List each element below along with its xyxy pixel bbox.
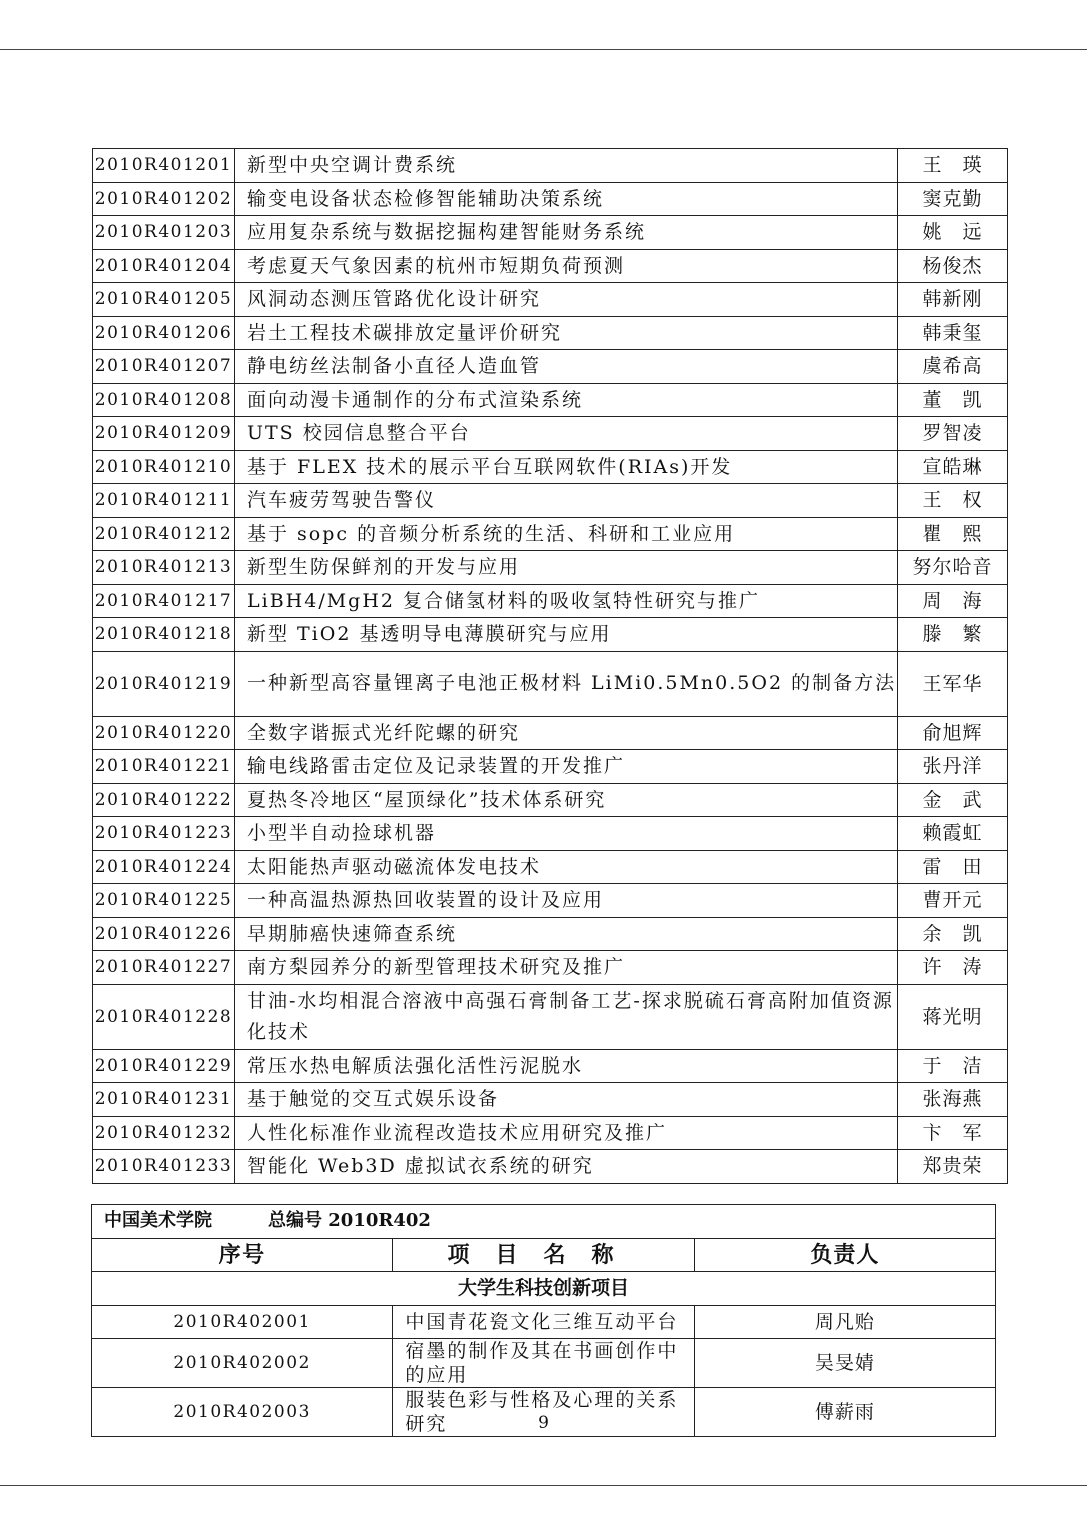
project-code: 2010R401211 bbox=[93, 484, 235, 518]
project-title: 岩土工程技术碳排放定量评价研究 bbox=[235, 316, 898, 350]
table-row bbox=[93, 1083, 1008, 1117]
project-leader: 曹开元 bbox=[898, 884, 1008, 918]
table-row bbox=[93, 1116, 1008, 1150]
table-row bbox=[93, 149, 1008, 183]
project-leader: 余 凯 bbox=[898, 917, 1008, 951]
table-row bbox=[93, 884, 1008, 918]
table-row bbox=[93, 1150, 1008, 1184]
project-title: LiBH4/MgH2 复合储氢材料的吸收氢特性研究与推广 bbox=[235, 584, 898, 618]
project-leader: 俞旭辉 bbox=[898, 716, 1008, 750]
project-leader: 赖霞虹 bbox=[898, 817, 1008, 851]
project-leader: 姚 远 bbox=[898, 216, 1008, 250]
page-number: 9 bbox=[538, 1413, 549, 1433]
project-leader: 周 海 bbox=[898, 584, 1008, 618]
table-row bbox=[93, 283, 1008, 317]
table-row bbox=[93, 783, 1008, 817]
project-leader: 傅薪雨 bbox=[694, 1388, 995, 1437]
project-code: 2010R401205 bbox=[93, 283, 235, 317]
project-leader: 张丹洋 bbox=[898, 750, 1008, 784]
table-row bbox=[93, 618, 1008, 652]
project-code: 2010R401224 bbox=[93, 850, 235, 884]
project-leader: 金 武 bbox=[898, 783, 1008, 817]
project-code: 2010R402003 bbox=[92, 1388, 393, 1437]
table-row bbox=[93, 316, 1008, 350]
project-leader: 虞希高 bbox=[898, 350, 1008, 384]
project-leader: 吴旻婧 bbox=[694, 1339, 995, 1388]
project-leader: 罗智凌 bbox=[898, 417, 1008, 451]
project-leader: 杨俊杰 bbox=[898, 249, 1008, 283]
project-code: 2010R402001 bbox=[92, 1305, 393, 1339]
project-leader: 于 洁 bbox=[898, 1049, 1008, 1083]
project-code: 2010R401207 bbox=[93, 350, 235, 384]
project-code: 2010R401220 bbox=[93, 716, 235, 750]
table-row bbox=[93, 383, 1008, 417]
project-code: 2010R401225 bbox=[93, 884, 235, 918]
project-leader: 张海燕 bbox=[898, 1083, 1008, 1117]
project-code: 2010R401232 bbox=[93, 1116, 235, 1150]
project-code: 2010R401229 bbox=[93, 1049, 235, 1083]
project-code: 2010R401204 bbox=[93, 249, 235, 283]
table-row bbox=[93, 551, 1008, 585]
project-code: 2010R401213 bbox=[93, 551, 235, 585]
table-row bbox=[93, 216, 1008, 250]
project-title: 静电纺丝法制备小直径人造血管 bbox=[235, 350, 898, 384]
table-row bbox=[93, 1049, 1008, 1083]
project-title: 常压水热电解质法强化活性污泥脱水 bbox=[235, 1049, 898, 1083]
project-code: 2010R401217 bbox=[93, 584, 235, 618]
project-code: 2010R401218 bbox=[93, 618, 235, 652]
category-label: 大学生科技创新项目 bbox=[92, 1272, 996, 1306]
project-title: 服装色彩与性格及心理的关系研究 bbox=[393, 1388, 694, 1437]
table-row bbox=[93, 651, 1008, 716]
header-index: 序号 bbox=[92, 1238, 393, 1272]
table-row bbox=[93, 417, 1008, 451]
table-row bbox=[93, 951, 1008, 985]
project-code: 2010R401222 bbox=[93, 783, 235, 817]
table-row bbox=[92, 1339, 996, 1388]
table-row bbox=[93, 249, 1008, 283]
project-title: 全数字谐振式光纤陀螺的研究 bbox=[235, 716, 898, 750]
table-row bbox=[93, 350, 1008, 384]
project-title: UTS 校园信息整合平台 bbox=[235, 417, 898, 451]
project-title: 考虑夏天气象因素的杭州市短期负荷预测 bbox=[235, 249, 898, 283]
project-leader: 努尔哈音 bbox=[898, 551, 1008, 585]
project-code: 2010R401223 bbox=[93, 817, 235, 851]
project-leader: 韩秉玺 bbox=[898, 316, 1008, 350]
project-title: 风洞动态测压管路优化设计研究 bbox=[235, 283, 898, 317]
project-leader: 韩新刚 bbox=[898, 283, 1008, 317]
project-leader: 瞿 熙 bbox=[898, 517, 1008, 551]
table-row bbox=[93, 716, 1008, 750]
project-title: 面向动漫卡通制作的分布式渲染系统 bbox=[235, 383, 898, 417]
project-title: 基于 sopc 的音频分析系统的生活、科研和工业应用 bbox=[235, 517, 898, 551]
header-person: 负责人 bbox=[694, 1238, 995, 1272]
project-leader: 周凡贻 bbox=[694, 1305, 995, 1339]
project-title: 小型半自动捡球机器 bbox=[235, 817, 898, 851]
project-leader: 许 涛 bbox=[898, 951, 1008, 985]
project-title: 新型 TiO2 基透明导电薄膜研究与应用 bbox=[235, 618, 898, 652]
project-code: 2010R401233 bbox=[93, 1150, 235, 1184]
table-row bbox=[93, 750, 1008, 784]
project-code: 2010R402002 bbox=[92, 1339, 393, 1388]
project-title: 输变电设备状态检修智能辅助决策系统 bbox=[235, 182, 898, 216]
project-code: 2010R401203 bbox=[93, 216, 235, 250]
table-row bbox=[93, 517, 1008, 551]
project-code: 2010R401208 bbox=[93, 383, 235, 417]
table-row bbox=[93, 584, 1008, 618]
project-leader: 宣皓琳 bbox=[898, 450, 1008, 484]
footer-rule bbox=[0, 1485, 1087, 1486]
project-code: 2010R401202 bbox=[93, 182, 235, 216]
project-title: 太阳能热声驱动磁流体发电技术 bbox=[235, 850, 898, 884]
project-leader: 蒋光明 bbox=[898, 984, 1008, 1049]
project-title: 基于 FLEX 技术的展示平台互联网软件(RIAs)开发 bbox=[235, 450, 898, 484]
project-leader: 王军华 bbox=[898, 651, 1008, 716]
project-title: 新型生防保鲜剂的开发与应用 bbox=[235, 551, 898, 585]
project-table-body bbox=[93, 149, 1008, 1184]
table-row bbox=[93, 984, 1008, 1049]
project-title: 基于触觉的交互式娱乐设备 bbox=[235, 1083, 898, 1117]
project-title: 夏热冬冷地区“屋顶绿化”技术体系研究 bbox=[235, 783, 898, 817]
school-name: 中国美术学院 bbox=[104, 1210, 212, 1232]
header-rule bbox=[0, 49, 1087, 50]
school-table bbox=[91, 1204, 996, 1437]
table-row bbox=[92, 1305, 996, 1339]
school-row bbox=[92, 1205, 996, 1239]
category-row bbox=[92, 1272, 996, 1306]
project-leader: 王 权 bbox=[898, 484, 1008, 518]
project-title: 智能化 Web3D 虚拟试衣系统的研究 bbox=[235, 1150, 898, 1184]
project-leader: 滕 繁 bbox=[898, 618, 1008, 652]
project-title: 甘油-水均相混合溶液中高强石膏制备工艺-探求脱硫石膏高附加值资源化技术 bbox=[235, 984, 898, 1049]
table-row bbox=[93, 817, 1008, 851]
project-code: 2010R401227 bbox=[93, 951, 235, 985]
project-code: 2010R401231 bbox=[93, 1083, 235, 1117]
project-title: 汽车疲劳驾驶告警仪 bbox=[235, 484, 898, 518]
project-code: 2010R401209 bbox=[93, 417, 235, 451]
project-title: 早期肺癌快速筛查系统 bbox=[235, 917, 898, 951]
project-code: 2010R401228 bbox=[93, 984, 235, 1049]
project-title: 新型中央空调计费系统 bbox=[235, 149, 898, 183]
project-leader: 王 瑛 bbox=[898, 149, 1008, 183]
project-leader: 窦克勤 bbox=[898, 182, 1008, 216]
project-leader: 雷 田 bbox=[898, 850, 1008, 884]
project-title: 宿墨的制作及其在书画创作中的应用 bbox=[393, 1339, 694, 1388]
project-code: 2010R401201 bbox=[93, 149, 235, 183]
table-row bbox=[93, 450, 1008, 484]
table-row bbox=[93, 182, 1008, 216]
project-code: 2010R401221 bbox=[93, 750, 235, 784]
project-title: 中国青花瓷文化三维互动平台 bbox=[393, 1305, 694, 1339]
project-title: 一种高温热源热回收装置的设计及应用 bbox=[235, 884, 898, 918]
school-total-number: 总编号 2010R402 bbox=[268, 1210, 431, 1232]
project-code: 2010R401206 bbox=[93, 316, 235, 350]
table-header-row bbox=[92, 1238, 996, 1272]
table-row bbox=[93, 850, 1008, 884]
project-title: 输电线路雷击定位及记录装置的开发推广 bbox=[235, 750, 898, 784]
table-row bbox=[93, 484, 1008, 518]
project-title: 人性化标准作业流程改造技术应用研究及推广 bbox=[235, 1116, 898, 1150]
project-code: 2010R401212 bbox=[93, 517, 235, 551]
project-title: 南方梨园养分的新型管理技术研究及推广 bbox=[235, 951, 898, 985]
project-leader: 郑贵荣 bbox=[898, 1150, 1008, 1184]
table-row bbox=[93, 917, 1008, 951]
project-code: 2010R401226 bbox=[93, 917, 235, 951]
project-title: 应用复杂系统与数据挖掘构建智能财务系统 bbox=[235, 216, 898, 250]
project-code: 2010R401219 bbox=[93, 651, 235, 716]
header-project-name: 项目名称 bbox=[393, 1238, 694, 1272]
project-title: 一种新型高容量锂离子电池正极材料 LiMi0.5Mn0.5O2 的制备方法 bbox=[235, 651, 898, 716]
project-code: 2010R401210 bbox=[93, 450, 235, 484]
project-leader: 卞 军 bbox=[898, 1116, 1008, 1150]
project-table bbox=[92, 148, 1008, 1184]
project-leader: 董 凯 bbox=[898, 383, 1008, 417]
school-cell bbox=[92, 1205, 996, 1239]
